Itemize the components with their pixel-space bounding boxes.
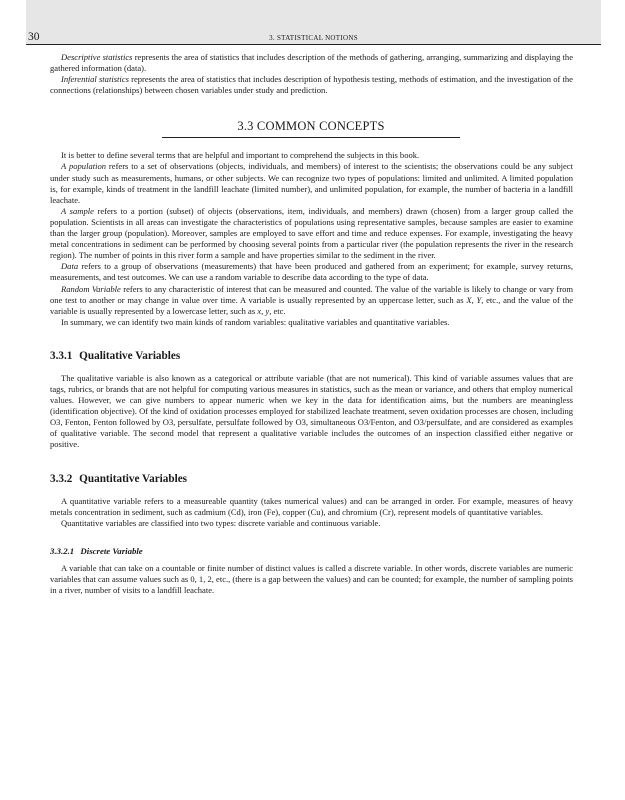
heading-discrete-variable: 3.3.2.1 Discrete Variable	[50, 545, 143, 556]
term-data: Data	[61, 261, 79, 272]
running-title: 3. STATISTICAL NOTIONS	[269, 34, 358, 42]
paragraph-descriptive-statistics: Descriptive statistics represents the area of statistics that includes description of the methods of gathering, arranging, summarizing and displaying the gathered information (data).	[50, 52, 574, 74]
paragraph-summary: In summary, we can identify two main kinds of random variables: qualitative variables and quantitative variables.	[61, 316, 450, 327]
page-number: 30	[28, 31, 40, 43]
paragraph-data: Data refers to a group of observations (measurements) that have been produced and gathered from an experiment; for example, survey returns, measurements, and test outcomes. We can use a random variable to describe data according to the type of data.	[50, 261, 573, 283]
page-header	[26, 0, 601, 45]
paragraph-random-variable: Random Variable refers to any characteristic of interest that can be measured and counted. The value of the variable is likely to change or vary from one test to another or may change in value over time. A variable is usually represented by an uppercase letter, such as X, Y, etc., and the value of the variable is usually represented by a lowercase letter, such as x, y, etc.	[50, 283, 574, 316]
paragraph-discrete: A variable that can take on a countable or finite number of distinct values is called a discrete variable. In other words, discrete variables are numeric variables that can assume values such as 0, 1, 2, etc., (there is a gap between the values) and can be counted; for example, the number of sampling points in a river, number of visits to a landfill leachate.	[50, 562, 573, 595]
paragraph-qualitative: The qualitative variable is also known as a categorical or attribute variable (that are not numerical). This kind of variable assumes values that are tags, rubrics, or brands that are not helpful for computing various measures in statistics, such as the mean or variance, and others that employ numerical values. However, we can give numbers to appear numeric when we key in the data for identification aims, but the numbers are meaningless (identification objective). Of the kind of oxidation processes employed for stabilized leachate treatment, seven oxidation processes are chosen, including O3, Fenton, Fenton followed by O3, persulfate, persulfate followed by O3, simultaneous O3/Fenton, and O3/persulfate, and are considered as examples of qualitative variable. The second model that represent a qualitative variable includes the outcomes of an inspection classified either negative or positive.	[50, 372, 573, 450]
paragraph-population: A population refers to a set of observations (objects, individuals, and members) of interest to the scientists; the observations could be any subject under study such as measurements, humans, or other subjects. We can recognize two types of populations: limited and unlimited. A limited population is, for example, kinds of treatment in the landfill leachate (limited number), and unlimited population, for example, the number of bacteria in a landfill leachate.	[50, 161, 573, 205]
paragraph-quantitative: A quantitative variable refers to a measureable quantity (takes numerical values) and can be arranged in order. For example, measures of heavy metals concentration in sediment, such as cadmium (Cd), iron (Fe), copper (Cu), and chromium (Cr), represent models of quantitative variables.	[50, 495, 573, 517]
section-title: 3.3 COMMON CONCEPTS	[162, 119, 460, 138]
paragraph-intro: It is better to define several terms that are helpful and important to comprehend the subjects in this book.	[61, 150, 420, 161]
heading-qualitative-variables: 3.3.1 Qualitative Variables	[50, 349, 181, 362]
heading-quantitative-variables: 3.3.2 Quantitative Variables	[50, 472, 188, 485]
term-population: A population	[61, 161, 107, 172]
paragraph-inferential-statistics: Inferential statistics represents the area of statistics that includes description of hypothesis testing, methods of estimation, and the investigation of the connections (relationships) between chosen variables under study and prediction.	[50, 74, 573, 96]
term-inferential-statistics: Inferential statistics	[61, 74, 129, 85]
term-sample: A sample	[61, 205, 94, 216]
term-random-variable: Random Variable	[61, 283, 121, 294]
paragraph-quantitative-types: Quantitative variables are classified into two types: discrete variable and continuous variable.	[61, 517, 381, 528]
page-body	[50, 52, 573, 596]
term-descriptive-statistics: Descriptive statistics	[61, 52, 133, 62]
paragraph-sample: A sample refers to a portion (subset) of objects (observations, item, individuals, and members) drawn (chosen) from a larger group called the population. Scientists in all areas can investigate the characteristics of populations using representative samples, because samples are easier to examine than the larger group (population). Moreover, samples are employed to save effort and time and reduce expenses. For example, investigating the heavy metal concentrations in sediment can be performed by choosing several points from a particular river (the population represents the river in the research region). The number of points in this river form a sample and have properties similar to the sediment in the river.	[50, 205, 574, 261]
